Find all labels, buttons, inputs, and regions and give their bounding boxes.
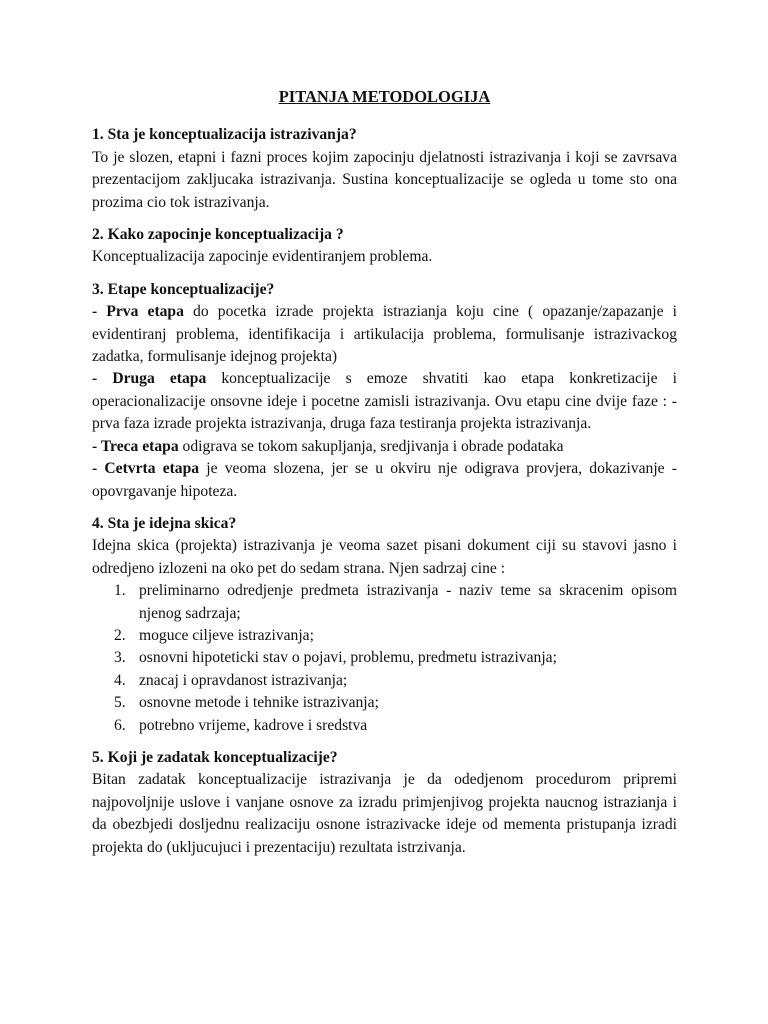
etapa-label: - Cetvrta etapa [92, 460, 200, 478]
question-heading: 5. Koji je zadatak konceptualizacije? [92, 748, 338, 766]
section-1 [92, 124, 677, 214]
answer-paragraph: To je slozen, etapni i fazni proces kojim zapocinju djelatnosti istrazivanja i koji se zavrsava prezentacijom zakljucaka istrazivanja. Sustina konceptualizacije se ogleda u tome sto ona prozima cio tok istrazivanja. [92, 148, 677, 211]
question-heading: 3. Etape konceptualizacije? [92, 280, 275, 298]
etapa-text: do pocetka izrade projekta istrazianja koju cine ( opazanje/zapazanje i evidentiranj problema, identifikacija i artikulacija problema, formulisanje istrazivackog zadatka, formulisanje idejnog projekta) [92, 303, 678, 366]
etapa-paragraph [92, 368, 677, 435]
list-item [92, 692, 677, 714]
list-number: 1. [114, 582, 126, 600]
question-heading: 2. Kako zapocinje konceptualizacija ? [92, 226, 344, 244]
answer-paragraph: Konceptualizacija zapocinje evidentiranjem problema. [92, 248, 433, 266]
etapa-text: je veoma slozena, jer se u okviru nje odigrava provjera, dokazivanje - opovrgavanje hipoteza. [92, 460, 678, 500]
list-item-text: osnovne metode i tehnike istrazivanja; [139, 694, 379, 712]
etapa-paragraph [92, 436, 677, 458]
list-item-text: znacaj i opravdanost istrazivanja; [139, 671, 348, 689]
list-item [92, 670, 677, 692]
etapa-label: - Druga etapa [92, 370, 207, 388]
list-item-text: moguce ciljeve istrazivanja; [139, 626, 314, 644]
question-heading: 4. Sta je idejna skica? [92, 514, 237, 532]
list-item [92, 580, 677, 625]
list-item-text: preliminarno odredjenje predmeta istrazivanja - naziv teme sa skracenim opisom njenog sadrzaja; [139, 582, 677, 622]
list-number: 6. [114, 716, 126, 734]
question-heading: 1. Sta je konceptualizacija istrazivanja? [92, 126, 357, 144]
section-4 [92, 513, 677, 737]
etapa-paragraph [92, 458, 677, 503]
list-number: 3. [114, 649, 126, 667]
list-item [92, 715, 677, 737]
etapa-paragraph [92, 301, 677, 368]
list-number: 5. [114, 694, 126, 712]
answer-paragraph: Idejna skica (projekta) istrazivanja je veoma sazet pisani dokument ciji su stavovi jasno i odredjeno izlozeni na oko pet do sedam strana. Njen sadrzaj cine : [92, 537, 677, 577]
list-item-text: osnovni hipoteticki stav o pojavi, problemu, predmetu istrazivanja; [139, 649, 557, 667]
numbered-list [92, 580, 677, 737]
answer-paragraph: Bitan zadatak konceptualizacije istrazivanja je da odedjenom procedurom pripremi najpovoljnije uslove i vanjane osnove za izradu primjenjivog projekta naucnog istrazianja i da obezbjedi dosljednu realizaciju osnone istrazivacke ideje od mementa pristupanja izradi projekta do (ukljucujuci i prezentaciju) rezultata istrzivanja. [92, 771, 677, 856]
section-2 [92, 224, 677, 269]
etapa-text: odigrava se tokom sakupljanja, sredjivanja i obrade podataka [178, 437, 564, 455]
list-item [92, 647, 677, 669]
list-item [92, 625, 677, 647]
list-number: 4. [114, 671, 126, 689]
document-body [92, 86, 677, 859]
list-number: 2. [114, 626, 126, 644]
section-3 [92, 279, 677, 503]
etapa-text: konceptualizacije s emoze shvatiti kao etapa konkretizacije i operacionalizacije onsovne ideje i pocetne zamisli istrazivanja. Ovu etapu cine dvije faze : - prva faza izrade projekta istrazivanja, druga faza testiranja projekta istrazivanja. [92, 370, 678, 433]
list-item-text: potrebno vrijeme, kadrove i sredstva [139, 716, 368, 734]
page-title: PITANJA METODOLOGIJA [278, 87, 491, 106]
etapa-label: - Prva etapa [92, 303, 184, 321]
section-5 [92, 747, 677, 859]
etapa-label: - Treca etapa [92, 437, 179, 455]
